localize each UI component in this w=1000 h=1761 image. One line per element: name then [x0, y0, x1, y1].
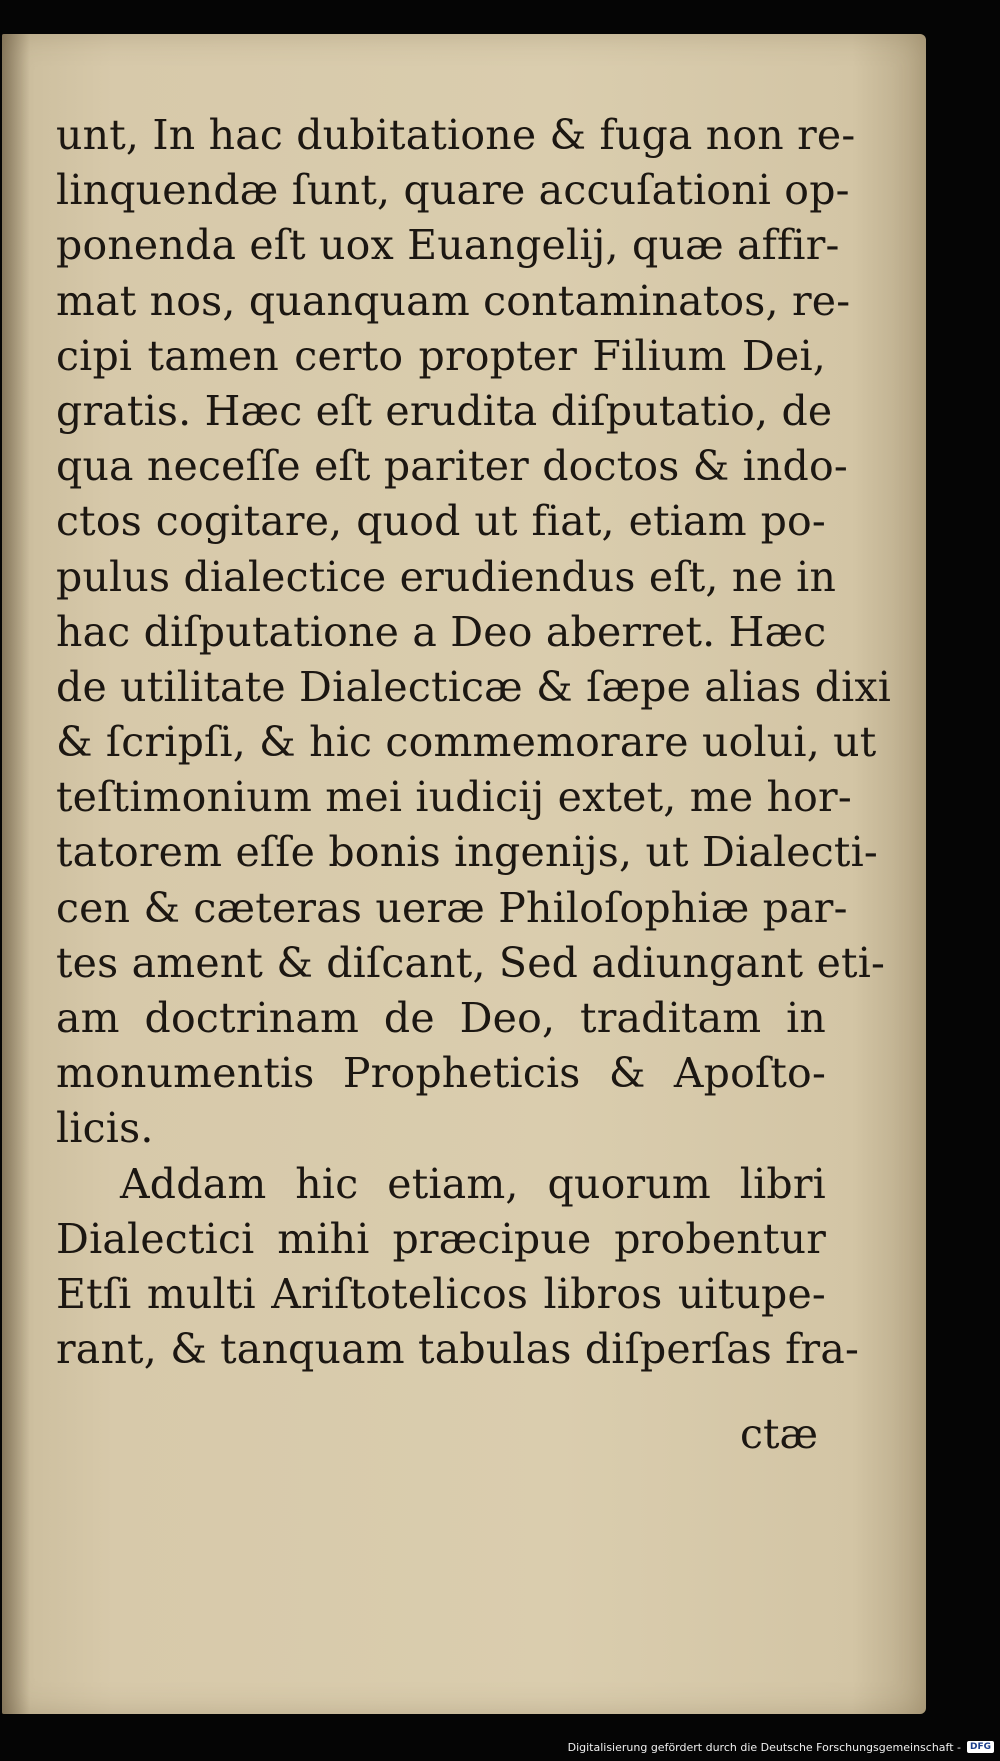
text-line: cipi tamen certo propter Filium Dei,: [56, 331, 826, 380]
text-line: & ſcripſi, & hic commemorare uolui, ut: [56, 718, 877, 767]
text-line: linquendæ ſunt, quare accuſationi op-: [56, 166, 850, 215]
text-line: Etſi multi Ariſtotelicos libros uitupe-: [56, 1269, 826, 1318]
text-line: tes ament & diſcant, Sed adiungant eti-: [56, 938, 886, 987]
text-line: gratis. Hæc eſt erudita diſputatio, de: [56, 386, 833, 435]
text-line: Addam hic etiam, quorum libri: [120, 1159, 826, 1208]
text-line: rant, & tanquam tabulas diſperſas fra-: [56, 1325, 860, 1374]
digitization-credit: [568, 1739, 994, 1755]
text-line: tatorem eſſe bonis ingenijs, ut Dialecti-: [56, 828, 878, 877]
text-line: hac diſputatione a Deo aberret. Hæc: [56, 607, 827, 656]
text-line: Dialectici mihi præcipue probentur: [56, 1214, 826, 1263]
text-line: ponenda eſt uox Euangelij, quæ affir-: [56, 221, 840, 270]
dfg-logo: DFG: [967, 1741, 994, 1753]
text-line: ctos cogitare, quod ut fiat, etiam po-: [56, 497, 826, 546]
catchword: ctæ: [740, 1410, 818, 1458]
text-line: mat nos, quanquam contaminatos, re-: [56, 276, 851, 325]
gutter-shadow: [2, 34, 30, 1714]
text-line: pulus dialectice erudiendus eſt, ne in: [56, 552, 837, 601]
text-line: de utilitate Dialecticæ & ſæpe alias dixi: [56, 662, 892, 711]
text-line: unt, In hac dubitatione & fuga non re-: [56, 111, 856, 159]
text-line: monumentis Propheticis & Apoſto-: [56, 1049, 826, 1098]
text-line: teſtimonium mei iudicij extet, me hor-: [56, 773, 852, 822]
text-line: am doctrinam de Deo, traditam in: [56, 994, 826, 1042]
text-line: licis.: [56, 1104, 154, 1153]
credit-text: Digitalisierung gefördert durch die Deutsche Forschungsgemeinschaft -: [567, 1740, 961, 1754]
body-text: [56, 108, 892, 1377]
text-line: qua neceſſe eſt pariter doctos & indo-: [56, 442, 848, 491]
text-line: cen & cæteras ueræ Philoſophiæ par-: [56, 883, 848, 932]
